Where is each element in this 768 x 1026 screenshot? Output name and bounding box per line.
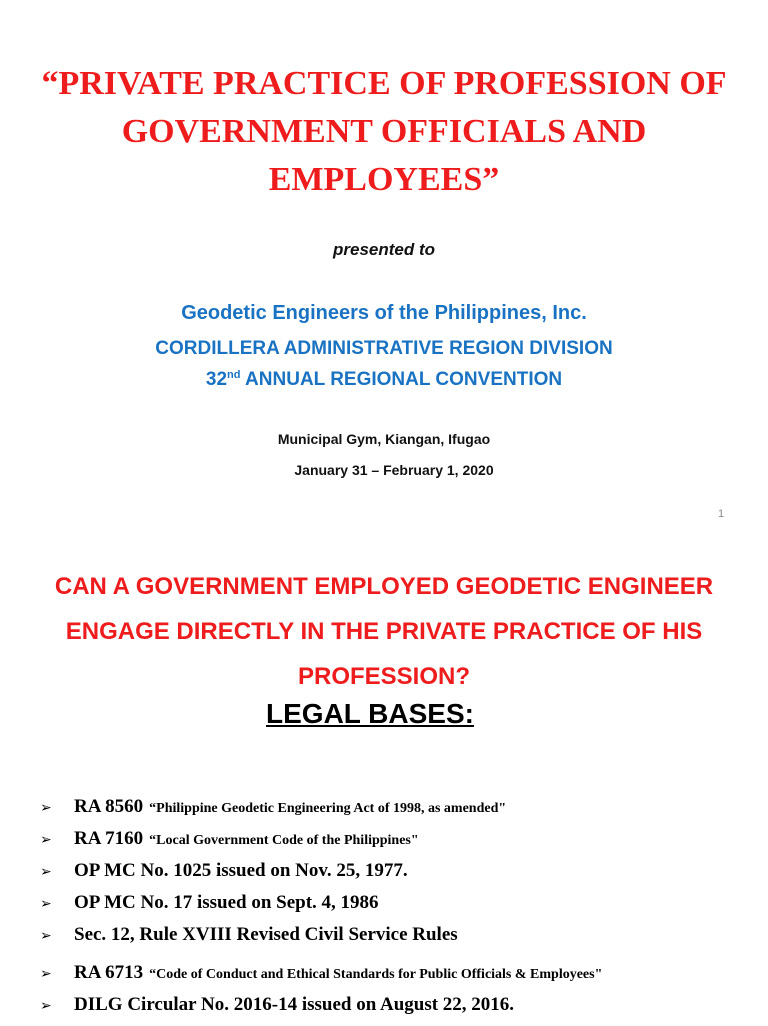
legal-bases-slide — [0, 530, 768, 1024]
slide-question: CAN A GOVERNMENT EMPLOYED GEODETIC ENGINEER ENGAGE DIRECTLY IN THE PRIVATE PRACTICE OF HIS PROFESSION? — [54, 573, 714, 690]
division-name: CORDILLERA ADMINISTRATIVE REGION DIVISION — [155, 338, 613, 359]
legal-bases-heading: LEGAL BASES: — [266, 698, 474, 729]
convention-number: 32 — [205, 369, 228, 390]
arrow-bullet-icon: ➢ — [40, 929, 52, 944]
arrow-bullet-icon: ➢ — [40, 865, 52, 880]
event-dates: January 31 – February 1, 2020 — [294, 462, 494, 478]
basis-code: RA 8560 — [74, 796, 144, 817]
convention-text: ANNUAL REGIONAL CONVENTION — [240, 369, 563, 390]
convention-ordinal-suffix: nd — [227, 369, 241, 381]
presented-to-label: presented to — [332, 240, 436, 259]
basis-code: OP MC No. 17 issued on Sept. 4, 1986 — [74, 892, 379, 913]
basis-code: Sec. 12, Rule XVIII Revised Civil Service Rules — [74, 924, 458, 945]
basis-code: DILG Circular No. 2016-14 issued on August 22, 2016. — [74, 994, 515, 1015]
basis-description: “Code of Conduct and Ethical Standards for Public Officials & Employees" — [149, 967, 603, 982]
legal-bases-list — [40, 796, 760, 1026]
arrow-bullet-icon: ➢ — [40, 833, 52, 848]
basis-description: “Local Government Code of the Philippines" — [149, 833, 419, 848]
list-item — [40, 796, 760, 828]
basis-description: “Philippine Geodetic Engineering Act of 1998, as amended" — [149, 801, 507, 816]
slide-page-number: 1 — [718, 508, 725, 520]
list-item — [40, 828, 760, 860]
list-item — [40, 892, 760, 924]
arrow-bullet-icon: ➢ — [40, 999, 52, 1014]
arrow-bullet-icon: ➢ — [40, 897, 52, 912]
organization-name: Geodetic Engineers of the Philippines, Inc. — [181, 302, 587, 324]
list-item — [40, 962, 760, 994]
arrow-bullet-icon: ➢ — [40, 967, 52, 982]
list-item — [40, 994, 760, 1026]
convention-name — [0, 369, 768, 391]
basis-code: RA 6713 — [74, 962, 144, 983]
list-item — [40, 924, 760, 956]
presentation-title: “PRIVATE PRACTICE OF PROFESSION OF GOVERNMENT OFFICIALS AND EMPLOYEES” — [41, 65, 727, 198]
basis-code: OP MC No. 1025 issued on Nov. 25, 1977. — [74, 860, 408, 881]
list-item — [40, 860, 760, 892]
venue: Municipal Gym, Kiangan, Ifugao — [277, 431, 491, 447]
arrow-bullet-icon: ➢ — [40, 801, 52, 816]
basis-code: RA 7160 — [74, 828, 144, 849]
